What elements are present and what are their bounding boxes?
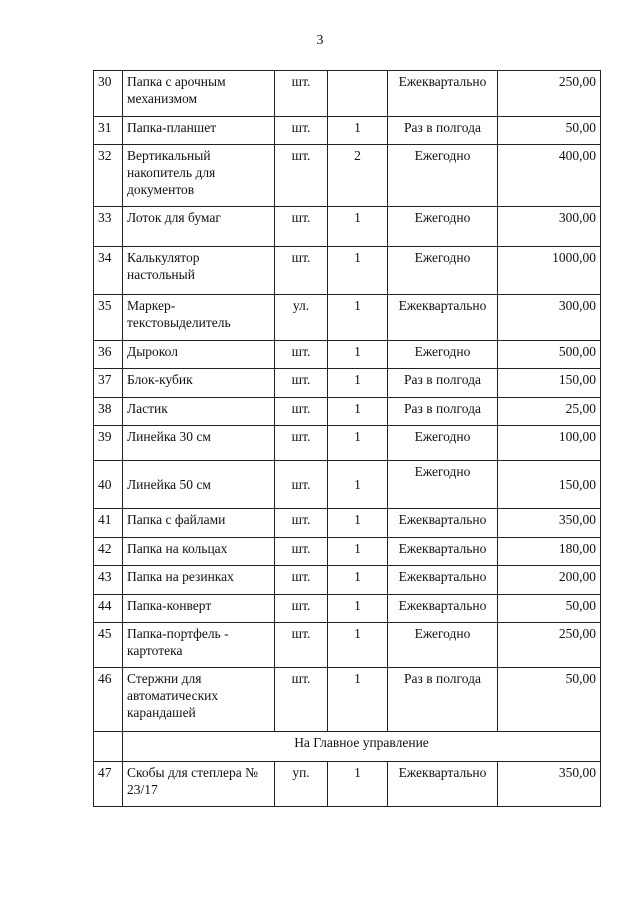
item-unit: шт. (275, 595, 328, 623)
item-quantity: 1 (328, 668, 388, 732)
table-row (94, 398, 601, 426)
item-quantity: 1 (328, 566, 388, 595)
row-number: 39 (94, 426, 123, 461)
item-price: 200,00 (498, 566, 601, 595)
row-number: 33 (94, 207, 123, 247)
item-frequency: Раз в полгода (388, 117, 498, 145)
items-table (93, 70, 601, 807)
item-quantity: 1 (328, 247, 388, 295)
table-row (94, 426, 601, 461)
item-quantity: 1 (328, 207, 388, 247)
table-row (94, 295, 601, 341)
item-price: 350,00 (498, 509, 601, 538)
item-frequency: Ежегодно (388, 623, 498, 668)
section-number-cell (94, 732, 123, 762)
item-frequency: Ежегодно (388, 207, 498, 247)
item-frequency: Ежеквартально (388, 566, 498, 595)
item-price: 1000,00 (498, 247, 601, 295)
item-name: Линейка 30 см (123, 426, 275, 461)
row-number: 46 (94, 668, 123, 732)
item-unit: шт. (275, 341, 328, 369)
row-number: 40 (94, 461, 123, 509)
item-name: Папка-конверт (123, 595, 275, 623)
item-frequency: Ежегодно (388, 426, 498, 461)
row-number: 43 (94, 566, 123, 595)
item-name: Папка-планшет (123, 117, 275, 145)
item-price: 180,00 (498, 538, 601, 566)
row-number: 47 (94, 762, 123, 807)
item-quantity: 1 (328, 509, 388, 538)
item-price: 25,00 (498, 398, 601, 426)
item-frequency: Ежеквартально (388, 509, 498, 538)
item-name: Калькулятор настольный (123, 247, 275, 295)
row-number: 31 (94, 117, 123, 145)
item-frequency: Ежегодно (388, 145, 498, 207)
section-row (94, 732, 601, 762)
table-row (94, 117, 601, 145)
row-number: 42 (94, 538, 123, 566)
item-name: Папка на резинках (123, 566, 275, 595)
item-name: Стержни для автоматических карандашей (123, 668, 275, 732)
item-name: Дырокол (123, 341, 275, 369)
item-name: Скобы для степлера № 23/17 (123, 762, 275, 807)
table-row (94, 623, 601, 668)
table-row (94, 762, 601, 807)
item-unit: шт. (275, 538, 328, 566)
row-number: 32 (94, 145, 123, 207)
table-row (94, 247, 601, 295)
item-unit: шт. (275, 398, 328, 426)
item-frequency: Раз в полгода (388, 668, 498, 732)
item-price: 250,00 (498, 71, 601, 117)
item-price: 150,00 (498, 461, 601, 509)
table-row (94, 369, 601, 398)
item-price: 400,00 (498, 145, 601, 207)
item-price: 300,00 (498, 207, 601, 247)
item-frequency: Ежегодно (388, 461, 498, 509)
item-unit: шт. (275, 566, 328, 595)
item-frequency: Ежегодно (388, 247, 498, 295)
item-quantity: 1 (328, 538, 388, 566)
item-quantity: 1 (328, 426, 388, 461)
table-row (94, 461, 601, 509)
row-number: 34 (94, 247, 123, 295)
item-name: Блок-кубик (123, 369, 275, 398)
item-price: 50,00 (498, 668, 601, 732)
item-unit: шт. (275, 145, 328, 207)
item-unit: шт. (275, 71, 328, 117)
item-frequency: Ежеквартально (388, 762, 498, 807)
item-price: 50,00 (498, 117, 601, 145)
item-frequency: Раз в полгода (388, 398, 498, 426)
table-row (94, 538, 601, 566)
item-unit: шт. (275, 117, 328, 145)
item-frequency: Ежеквартально (388, 295, 498, 341)
section-title: На Главное управление (123, 732, 601, 762)
row-number: 44 (94, 595, 123, 623)
page-number: 3 (316, 33, 324, 48)
item-quantity (328, 71, 388, 117)
item-price: 250,00 (498, 623, 601, 668)
row-number: 45 (94, 623, 123, 668)
item-unit: ул. (275, 295, 328, 341)
item-unit: шт. (275, 668, 328, 732)
item-quantity: 1 (328, 341, 388, 369)
item-quantity: 1 (328, 595, 388, 623)
table-row (94, 145, 601, 207)
table-row (94, 71, 601, 117)
item-unit: шт. (275, 369, 328, 398)
item-unit: шт. (275, 247, 328, 295)
item-name: Папка на кольцах (123, 538, 275, 566)
item-unit: шт. (275, 207, 328, 247)
item-unit: шт. (275, 426, 328, 461)
item-unit: шт. (275, 623, 328, 668)
item-quantity: 1 (328, 623, 388, 668)
item-price: 150,00 (498, 369, 601, 398)
item-unit: шт. (275, 509, 328, 538)
item-name: Линейка 50 см (123, 461, 275, 509)
row-number: 37 (94, 369, 123, 398)
item-price: 300,00 (498, 295, 601, 341)
item-name: Ластик (123, 398, 275, 426)
item-quantity: 1 (328, 295, 388, 341)
item-frequency: Ежеквартально (388, 595, 498, 623)
item-frequency: Ежеквартально (388, 71, 498, 117)
table-row (94, 566, 601, 595)
item-unit: уп. (275, 762, 328, 807)
item-quantity: 1 (328, 461, 388, 509)
item-price: 350,00 (498, 762, 601, 807)
item-quantity: 1 (328, 398, 388, 426)
item-price: 500,00 (498, 341, 601, 369)
row-number: 36 (94, 341, 123, 369)
table-row (94, 341, 601, 369)
table-row (94, 509, 601, 538)
item-quantity: 1 (328, 762, 388, 807)
row-number: 41 (94, 509, 123, 538)
item-frequency: Ежеквартально (388, 538, 498, 566)
item-quantity: 1 (328, 117, 388, 145)
item-quantity: 2 (328, 145, 388, 207)
item-name: Лоток для бумаг (123, 207, 275, 247)
item-name: Маркер-текстовыделитель (123, 295, 275, 341)
item-name: Вертикальный накопитель для документов (123, 145, 275, 207)
row-number: 30 (94, 71, 123, 117)
item-name: Папка с файлами (123, 509, 275, 538)
item-name: Папка-портфель - картотека (123, 623, 275, 668)
item-unit: шт. (275, 461, 328, 509)
table-row (94, 207, 601, 247)
item-frequency: Ежегодно (388, 341, 498, 369)
item-name: Папка с арочным механизмом (123, 71, 275, 117)
item-quantity: 1 (328, 369, 388, 398)
item-price: 50,00 (498, 595, 601, 623)
table-row (94, 668, 601, 732)
item-frequency: Раз в полгода (388, 369, 498, 398)
table-row (94, 595, 601, 623)
row-number: 38 (94, 398, 123, 426)
row-number: 35 (94, 295, 123, 341)
item-price: 100,00 (498, 426, 601, 461)
